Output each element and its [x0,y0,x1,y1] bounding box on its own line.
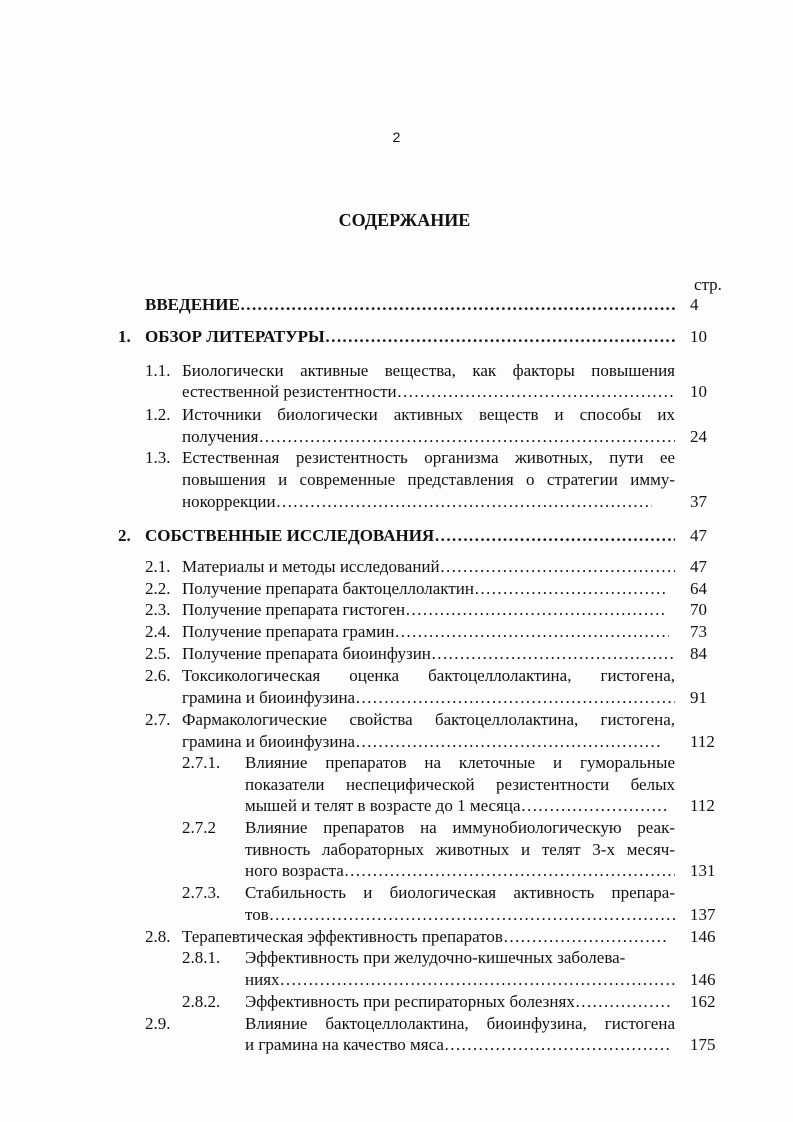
toc-number: 2.5. [145,644,171,663]
toc-number: 2.6. [145,666,171,685]
toc-entry-line: Фармакологические свойства бактоцеллолактина, гистогена, [182,710,675,729]
toc-page: 47 [690,526,707,545]
page-number: 2 [392,129,401,145]
toc-entry-2-5: Получение препарата биоинфузин ……………………………………………………………………………………………………………………………………………… [182,643,675,665]
toc-page: 112 [690,796,715,815]
toc-number: 2.2. [145,579,171,598]
toc-entry-intro: ВВЕДЕНИЕ ……………………………………………………………………………………………………………………………………………… [145,294,675,316]
toc-number: 2.7. [145,710,171,729]
toc-page: 37 [690,492,707,511]
toc-entry-line: показатели неспецифической резистентности белых [245,775,675,794]
toc-page: 131 [690,861,716,880]
toc-page: 70 [690,600,707,619]
page-column-header: стр. [694,275,722,294]
toc-page: 175 [690,1035,716,1054]
toc-number: 2. [118,526,131,545]
toc-entry-2-7-2: ного возраста ……………………………………………………………………………………………………………………………………………… [245,860,675,882]
toc-entry-2-8: Терапевтическая эффективность препаратов ……………………………………………………………………………………………………………………………………………… [182,926,668,948]
toc-entry-line: Эффективность при желудочно-кишечных заболева- [245,948,626,967]
toc-number: 1.2. [145,405,171,424]
toc-number: 2.7.2 [182,818,216,837]
toc-entry-line: повышения и современные представления о стратегии имму- [182,470,675,489]
toc-entry-line: Источники биологически активных веществ и способы их [182,405,675,424]
toc-entry-1-1: естественной резистентности ……………………………………………………………………………………………………………………………………………… [182,381,675,403]
toc-number: 1. [118,327,131,346]
toc-page: 4 [690,295,699,314]
toc-page: 24 [690,427,707,446]
toc-number: 2.9. [145,1014,171,1033]
toc-entry-section-2: СОБСТВЕННЫЕ ИССЛЕДОВАНИЯ ……………………………………………………………………………………………………………………………………………… [145,525,675,547]
toc-entry-2-3: Получение препарата гистоген ……………………………………………………………………………………………………………………………………………… [182,599,667,621]
toc-entry-2-8-1: ниях ……………………………………………………………………………………………………………………………………………… [245,969,675,991]
toc-page: 47 [690,557,707,576]
toc-number: 2.4. [145,622,171,641]
toc-number: 2.3. [145,600,171,619]
toc-number: 2.7.3. [182,883,221,902]
toc-entry-2-1: Материалы и методы исследований ……………………………………………………………………………………………………………………………………………… [182,556,675,578]
toc-page: 10 [690,382,707,401]
toc-number: 2.1. [145,557,171,576]
toc-entry-2-9: и грамина на качество мяса ……………………………………………………………………………………………………………………………………………… [245,1034,670,1056]
toc-entry-line: Биологически активные вещества, как факторы повышения [182,361,675,380]
toc-entry-2-2: Получение препарата бактоцеллолактин ……………………………………………………………………………………………………………………………………………… [182,578,667,600]
toc-entry-1-3: нокоррекции ……………………………………………………………………………………………………………………………………………… [182,491,652,513]
toc-entry-line: Влияние бактоцеллолактина, биоинфузина, гистогена [245,1014,675,1033]
toc-entry-line: Токсикологическая оценка бактоцеллолактина, гистогена, [182,666,675,685]
toc-entry-1-2: получения ……………………………………………………………………………………………………………………………………………… [182,426,675,448]
toc-entry-2-7: грамина и биоинфузина ……………………………………………………………………………………………………………………………………………… [182,731,662,753]
toc-page: 73 [690,622,707,641]
toc-number: 2.8.1. [182,948,221,967]
toc-page: 64 [690,579,707,598]
toc-number: 2.8.2. [182,992,221,1011]
toc-page: 162 [690,992,716,1011]
toc-page: 137 [690,905,716,924]
toc-page: 112 [690,732,715,751]
toc-page: 146 [690,927,716,946]
toc-entry-line: Стабильность и биологическая активность препара- [245,883,675,902]
toc-page: 91 [690,688,707,707]
toc-number: 1.1. [145,361,171,380]
toc-entry-2-7-3: тов ……………………………………………………………………………………………………………………………………………… [245,904,675,926]
toc-entry-line: Влияние препаратов на иммунобиологическую реак- [245,818,675,837]
toc-number: 2.7.1. [182,753,221,772]
toc-page: 10 [690,327,707,346]
toc-entry-2-6: грамина и биоинфузина ……………………………………………………………………………………………………………………………………………… [182,687,675,709]
toc-entry-section-1: ОБЗОР ЛИТЕРАТУРЫ ……………………………………………………………………………………………………………………………………………… [145,326,675,348]
toc-entry-2-4: Получение препарата грамин ……………………………………………………………………………………………………………………………………………… [182,621,669,643]
toc-page: 146 [690,970,716,989]
page-title: СОДЕРЖАНИЕ [338,210,471,230]
toc-entry-line: тивность лабораторных животных и телят 3-х месяч- [245,840,675,859]
toc-page: 84 [690,644,707,663]
toc-entry-line: Естественная резистентность организма животных, пути ее [182,448,675,467]
toc-number: 1.3. [145,448,171,467]
toc-number: 2.8. [145,927,171,946]
toc-entry-line: Влияние препаратов на клеточные и гуморальные [245,753,675,772]
toc-entry-2-7-1: мышей и телят в возрасте до 1 месяца ……………………………………………………………………………………………………………………………………………… [245,795,668,817]
toc-entry-2-8-2: Эффективность при респираторных болезнях ……………………………………………………………………………………………………………………………………………… [245,991,673,1013]
